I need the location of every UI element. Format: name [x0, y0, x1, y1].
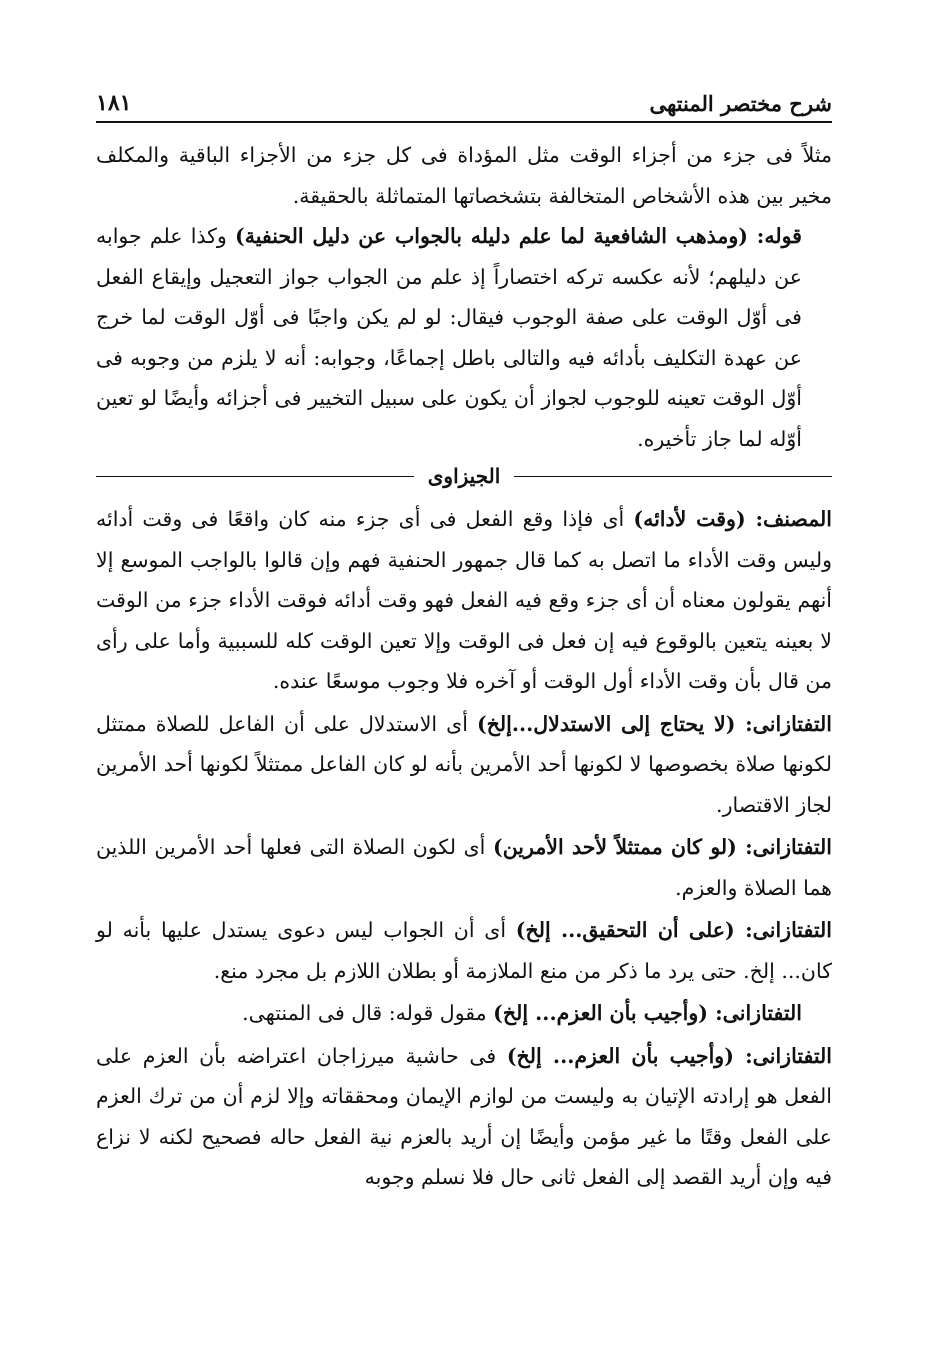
- commentary-label: المصنف: (وقت لأدائه): [633, 507, 833, 531]
- page-body: [96, 135, 832, 1198]
- commentary-paragraph: [96, 1036, 832, 1198]
- running-title: شرح مختصر المنتهى: [649, 91, 832, 116]
- divider-line: [514, 476, 832, 477]
- paragraph-text: وكذا علم جوابه عن دليلهم؛ لأنه عكسه تركه اختصاراً إذ علم من الجواب جواز التعجيل وإيقاع الفعل فى أوّل الوقت على صفة الوجوب فيقال: لو لم يكن واجبًا فى أوّل الوقت لما خرج عن عهدة التكليف بأدائه فيه والتالى باطل إجماعًا، وجوابه: أنه لا يلزم من وجوبه فى أوّل الوقت تعينه للوجوب لجواز أن يكون على سبيل التخيير فى أجزائه وأيضًا لو تعين أوّله لما جاز تأخيره.: [96, 224, 802, 451]
- commentary-paragraph: [96, 993, 832, 1034]
- commentary-paragraph: [96, 704, 832, 826]
- divider-line: [96, 476, 414, 477]
- commentary-text: فى حاشية ميرزاجان اعتراضه بأن العزم على الفعل هو إرادته الإتيان به وليست من لوازم الإيمان ومحققاته وإلا لزم أن من ترك العزم على الفعل وقتًا ما غير مؤمن وأيضًا إن أريد بالعزم نية الفعل حاله فصحيح لكنه لا نزاع فيه وإن أريد القصد إلى الفعل ثانى حال فلا نسلم وجوبه: [96, 1043, 832, 1189]
- commentary-label: التفتازانى: (لا يحتاج إلى الاستدلال...إلخ): [476, 711, 832, 736]
- paragraph: [96, 216, 832, 459]
- page-number: ١٨١: [96, 90, 132, 116]
- commentary-label: التفتازانى: (على أن التحقيق... إلخ): [515, 918, 832, 942]
- commentary-paragraph: [96, 499, 832, 702]
- divider-label: الجيزاوى: [427, 464, 501, 488]
- commentary-text: أى لكون الصلاة التى فعلها أحد الأمرين اللذين هما الصلاة والعزم.: [96, 835, 832, 900]
- commentary-text: أى الاستدلال على أن الفاعل للصلاة ممتثل لكونها صلاة بخصوصها لا لكونها أحد الأمرين بأنه لو كان الفاعل ممتثلاً لكونها أحد الأمرين لجاز الاقتصار.: [96, 711, 832, 817]
- commentary-text: مقول قوله: قال فى المنتهى.: [242, 1001, 494, 1025]
- paragraph: مثلاً فى جزء من أجزاء الوقت مثل المؤداة فى كل جزء من الأجزاء الباقية والمكلف مخير بين هذه الأشخاص المتخالفة بتشخصاتها المتماثلة بالحقيقة.: [96, 143, 832, 208]
- commentary-label: التفتازانى: (لو كان ممتثلاً لأحد الأمرين): [493, 835, 832, 859]
- header-rule: [96, 121, 832, 123]
- section-divider: [96, 461, 832, 491]
- paragraph-label: قوله: (ومذهب الشافعية لما علم دليله بالجواب عن دليل الحنفية): [235, 224, 802, 248]
- commentary-text: أى أن الجواب ليس دعوى يستدل عليها بأنه لو كان... إلخ. حتى يرد ما ذكر من منع الملازمة أو بطلان اللازم بل مجرد منع.: [96, 918, 832, 983]
- commentary-paragraph: [96, 827, 832, 908]
- page-header: [96, 86, 832, 116]
- commentary-label: التفتازانى: (وأجيب بأن العزم... إلخ): [506, 1043, 832, 1068]
- commentary-paragraph: [96, 910, 832, 991]
- commentary-label: التفتازانى: (وأجيب بأن العزم... إلخ): [493, 1001, 802, 1025]
- commentary-text: أى فإذا وقع الفعل فى أى جزء منه كان واقعًا فى وقت أدائه وليس وقت الأداء ما اتصل به كما قال جمهور الحنفية فهم وإن قالوا بالواجب الموسع إلا أنهم يقولون معناه أن أى جزء وقع فيه الفعل فهو وقت أدائه فوقت الأداء جزء من الوقت لا بعينه يتعين بالوقوع فيه إن فعل فى الوقت وإلا تعين الوقت كله للسببية وأما على رأى من قال بأن وقت الأداء أول الوقت أو آخره فلا وجوب موسعًا عنده.: [96, 507, 832, 693]
